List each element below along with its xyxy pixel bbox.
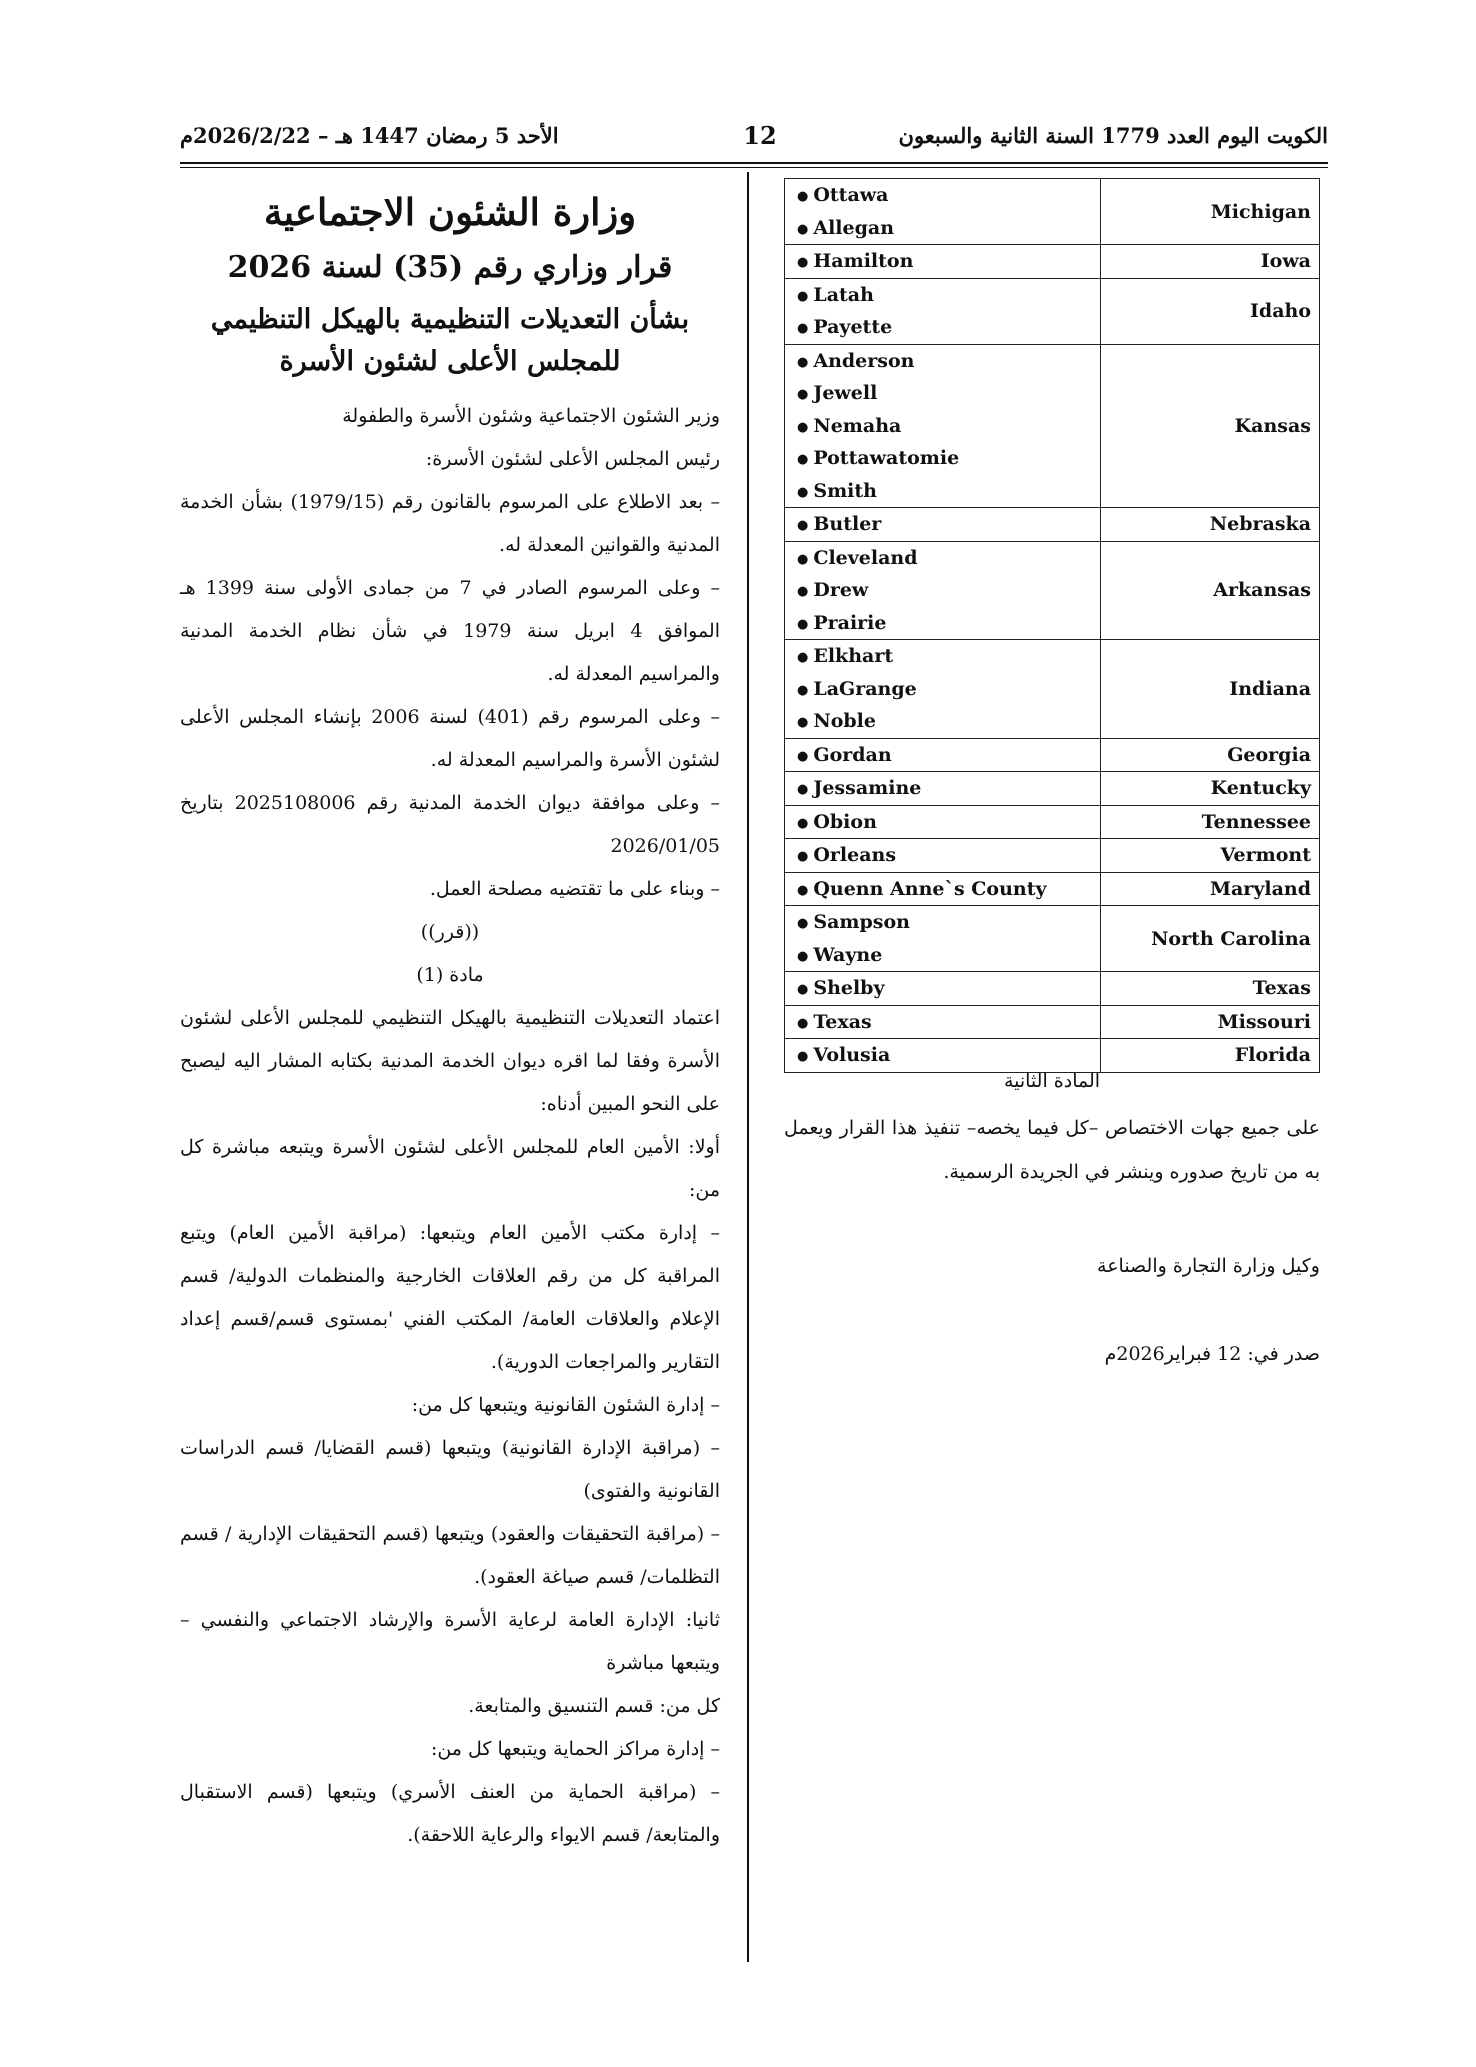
- bullet-icon: ●: [797, 748, 809, 764]
- county-name: Nemaha: [813, 414, 902, 437]
- county-name: LaGrange: [813, 677, 917, 700]
- county-name: Jessamine: [813, 777, 922, 799]
- state-cell: North Carolina: [1101, 906, 1320, 972]
- state-cell: Indiana: [1101, 640, 1320, 739]
- county-item: [797, 279, 1100, 312]
- table-row: [785, 839, 1320, 873]
- article-paragraph: – وعلى المرسوم الصادر في 7 من جمادى الأولى سنة 1399 هـ الموافق 4 ابريل سنة 1979 في شأن نظام الخدمة المدنية والمراسيم المعدلة له.: [180, 576, 721, 685]
- county-name: Jewell: [813, 382, 878, 404]
- article-paragraph: – وبناء على ما تقتضيه مصلحة العمل.: [429, 877, 720, 900]
- bullet-icon: ●: [797, 484, 809, 500]
- table-row: [785, 772, 1320, 806]
- county-item: [797, 410, 1100, 443]
- bullet-icon: ●: [797, 782, 809, 797]
- decree-title: قرار وزاري رقم (35) لسنة 2026: [227, 250, 673, 285]
- closing-section: [784, 1070, 1320, 1376]
- county-name: Smith: [813, 479, 877, 502]
- bullet-icon: ●: [797, 682, 809, 698]
- state-cell: Vermont: [1101, 839, 1320, 873]
- bullet-icon: ●: [797, 321, 809, 336]
- table-row: [785, 508, 1320, 542]
- county-item: [797, 772, 1100, 805]
- county-name: Elkhart: [813, 645, 894, 667]
- county-name: Drew: [813, 579, 869, 601]
- state-cell: Kansas: [1101, 344, 1320, 508]
- county-name: Texas: [813, 1010, 872, 1033]
- bullet-icon: ●: [797, 518, 809, 533]
- county-item: [797, 673, 1100, 706]
- county-name: Obion: [813, 810, 877, 833]
- county-name: Gordan: [813, 743, 892, 766]
- article-paragraph: – وعلى موافقة ديوان الخدمة المدنية رقم 2025108006 بتاريخ 2026/01/05: [180, 791, 720, 857]
- article-2-text: على جميع جهات الاختصاص –كل فيما يخصه– تنفيذ هذا القرار ويعمل به من تاريخ صدوره وينشر في الجريدة الرسمية.: [784, 1117, 1320, 1183]
- header-issue: الكويت اليوم العدد 1779 السنة الثانية والسبعون: [898, 123, 1328, 148]
- table-row: [785, 738, 1320, 772]
- article-paragraph: أولا: الأمين العام للمجلس الأعلى لشئون الأسرة ويتبعه مباشرة كل من:: [180, 1135, 720, 1201]
- county-name: Ottawa: [813, 184, 889, 206]
- article-paragraph: – إدارة الشئون القانونية ويتبعها كل من:: [411, 1393, 720, 1416]
- county-item: [797, 640, 1100, 673]
- bullet-icon: ●: [797, 616, 809, 632]
- bullet-icon: ●: [797, 221, 809, 237]
- county-item: [797, 607, 1100, 640]
- column-divider: [747, 172, 749, 1962]
- bullet-icon: ●: [797, 1015, 809, 1031]
- county-cell: [785, 872, 1101, 906]
- article-paragraph: – (مراقبة الإدارة القانونية) ويتبعها (قسم القضايا/ قسم الدراسات القانونية والفتوى): [180, 1436, 720, 1502]
- county-cell: [785, 972, 1101, 1006]
- table-row: [785, 972, 1320, 1006]
- article-paragraph: – وعلى المرسوم رقم (401) لسنة 2006 بإنشاء المجلس الأعلى لشئون الأسرة والمراسيم المعدلة له.: [180, 705, 720, 771]
- table-row: [785, 906, 1320, 972]
- bullet-icon: ●: [797, 1049, 809, 1064]
- state-cell: Maryland: [1101, 872, 1320, 906]
- county-name: Orleans: [813, 844, 897, 866]
- county-name: Anderson: [813, 349, 915, 372]
- county-cell: [785, 772, 1101, 806]
- state-cell: Georgia: [1101, 738, 1320, 772]
- bullet-icon: ●: [797, 551, 809, 567]
- table-row: [785, 179, 1320, 245]
- bullet-icon: ●: [797, 948, 809, 964]
- article-paragraph: – بعد الاطلاع على المرسوم بالقانون رقم (1979/15) بشأن الخدمة المدنية والقوانين المعدلة له.: [180, 490, 720, 556]
- county-item: [797, 939, 1100, 972]
- table-row: [785, 1005, 1320, 1039]
- state-cell: Texas: [1101, 972, 1320, 1006]
- county-name: Cleveland: [813, 546, 918, 569]
- header-rule-thin: [180, 167, 1328, 168]
- state-cell: Missouri: [1101, 1005, 1320, 1039]
- table-row: [785, 1039, 1320, 1073]
- table-row: [785, 872, 1320, 906]
- county-name: Hamilton: [813, 250, 914, 272]
- table-row: [785, 640, 1320, 739]
- bullet-icon: ●: [797, 419, 809, 435]
- county-cell: [785, 839, 1101, 873]
- county-item: [797, 179, 1100, 212]
- county-cell: [785, 1039, 1101, 1073]
- bullet-icon: ●: [797, 387, 809, 402]
- county-cell: [785, 640, 1101, 739]
- state-cell: Idaho: [1101, 278, 1320, 344]
- county-name: Pottawatomie: [813, 447, 960, 469]
- county-cell: [785, 541, 1101, 640]
- bullet-icon: ●: [797, 715, 809, 730]
- article-paragraph: وزير الشئون الاجتماعية وشئون الأسرة والطفولة: [342, 404, 720, 427]
- county-item: [797, 245, 1100, 278]
- article-paragraph: ثانيا: الإدارة العامة لرعاية الأسرة والإرشاد الاجتماعي والنفسي – ويتبعها مباشرة: [180, 1608, 720, 1674]
- page-number: 12: [743, 121, 777, 150]
- county-cell: [785, 738, 1101, 772]
- county-name: Sampson: [813, 911, 910, 933]
- article-paragraph: – إدارة مكتب الأمين العام ويتبعها: (مراقبة الأمين العام) ويتبع المراقبة كل من رقم العلاقات الخارجية والمنظمات الدولية/ قسم الإعلام والعلاقات العامة/ المكتب الفني 'بمستوى قسم/قسم إعداد التقارير والمراجعات الدورية).: [180, 1221, 720, 1373]
- county-cell: [785, 245, 1101, 279]
- bullet-icon: ●: [797, 288, 809, 304]
- bullet-icon: ●: [797, 815, 809, 831]
- table-row: [785, 805, 1320, 839]
- bullet-icon: ●: [797, 255, 809, 270]
- county-item: [797, 475, 1100, 508]
- article-paragraph: اعتماد التعديلات التنظيمية بالهيكل التنظيمي للمجلس الأعلى لشئون الأسرة وفقا لما اقره ديوان الخدمة المدنية بكتابه المشار اليه ليصبح على النحو المبين أدناه:: [180, 1006, 720, 1115]
- county-name: Wayne: [813, 943, 883, 966]
- table-row: [785, 278, 1320, 344]
- county-item: [797, 839, 1100, 872]
- bullet-icon: ●: [797, 650, 809, 665]
- county-cell: [785, 906, 1101, 972]
- county-item: [797, 542, 1100, 575]
- state-cell: Florida: [1101, 1039, 1320, 1073]
- county-item: [797, 377, 1100, 410]
- county-name: Noble: [813, 710, 876, 732]
- header-rule: [180, 162, 1328, 164]
- header-date: الأحد 5 رمضان 1447 هـ – 2026/2/22م: [180, 123, 559, 148]
- state-cell: Arkansas: [1101, 541, 1320, 640]
- county-item: [797, 1039, 1100, 1072]
- county-name: Allegan: [813, 216, 895, 239]
- bullet-icon: ●: [797, 849, 809, 864]
- county-item: [797, 906, 1100, 939]
- page-header: [180, 119, 1328, 163]
- county-cell: [785, 344, 1101, 508]
- table-row: [785, 344, 1320, 508]
- article-paragraph: – (مراقبة الحماية من العنف الأسري) ويتبعها (قسم الاستقبال والمتابعة/ قسم الايواء والرعاية اللاحقة).: [180, 1780, 720, 1846]
- decided-heading: ((قرر)): [420, 920, 480, 943]
- county-item: [797, 574, 1100, 607]
- bullet-icon: ●: [797, 584, 809, 599]
- state-cell: Nebraska: [1101, 508, 1320, 542]
- decree-article: [180, 182, 720, 1857]
- county-item: [797, 1006, 1100, 1039]
- article-paragraph: – إدارة مراكز الحماية ويتبعها كل من:: [430, 1737, 720, 1760]
- article-paragraph: – (مراقبة التحقيقات والعقود) ويتبعها (قسم التحقيقات الإدارية / قسم التظلمات/ قسم صياغة العقود).: [180, 1522, 720, 1588]
- county-cell: [785, 805, 1101, 839]
- decree-subject-line: بشأن التعديلات التنظيمية بالهيكل التنظيمي: [210, 304, 690, 335]
- bullet-icon: ●: [797, 452, 809, 467]
- county-cell: [785, 278, 1101, 344]
- state-cell: Kentucky: [1101, 772, 1320, 806]
- county-name: Payette: [813, 316, 893, 338]
- county-item: [797, 345, 1100, 378]
- county-item: [797, 212, 1100, 245]
- county-name: Quenn Anne`s County: [813, 877, 1047, 900]
- state-cell: Iowa: [1101, 245, 1320, 279]
- article-paragraph: رئيس المجلس الأعلى لشئون الأسرة:: [425, 447, 720, 470]
- article-1-heading: مادة (1): [416, 963, 484, 986]
- county-name: Shelby: [813, 977, 885, 999]
- states-counties-table: [784, 178, 1320, 1073]
- state-cell: Tennessee: [1101, 805, 1320, 839]
- table-row: [785, 245, 1320, 279]
- county-cell: [785, 1005, 1101, 1039]
- bullet-icon: ●: [797, 189, 809, 204]
- county-name: Prairie: [813, 611, 887, 634]
- county-item: [797, 705, 1100, 738]
- article-2-heading: المادة الثانية: [1003, 1070, 1101, 1092]
- county-name: Volusia: [813, 1044, 891, 1066]
- ministry-title: وزارة الشئون الاجتماعية: [263, 190, 637, 234]
- issue-date: صدر في: 12 فبراير2026م: [1104, 1343, 1320, 1365]
- bullet-icon: ●: [797, 882, 809, 898]
- county-item: [797, 508, 1100, 541]
- county-cell: [785, 508, 1101, 542]
- county-item: [797, 311, 1100, 344]
- bullet-icon: ●: [797, 916, 809, 931]
- county-item: [797, 442, 1100, 475]
- county-item: [797, 739, 1100, 772]
- bullet-icon: ●: [797, 982, 809, 997]
- bullet-icon: ●: [797, 354, 809, 370]
- county-item: [797, 806, 1100, 839]
- table-row: [785, 541, 1320, 640]
- county-name: Latah: [813, 283, 874, 306]
- county-item: [797, 873, 1100, 906]
- county-cell: [785, 179, 1101, 245]
- county-item: [797, 972, 1100, 1005]
- county-name: Butler: [813, 513, 882, 535]
- signer-title: وكيل وزارة التجارة والصناعة: [1097, 1255, 1320, 1277]
- state-cell: Michigan: [1101, 179, 1320, 245]
- decree-subject-line: للمجلس الأعلى لشئون الأسرة: [279, 345, 621, 377]
- article-paragraph: كل من: قسم التنسيق والمتابعة.: [468, 1694, 720, 1717]
- decree-subject: [180, 299, 720, 383]
